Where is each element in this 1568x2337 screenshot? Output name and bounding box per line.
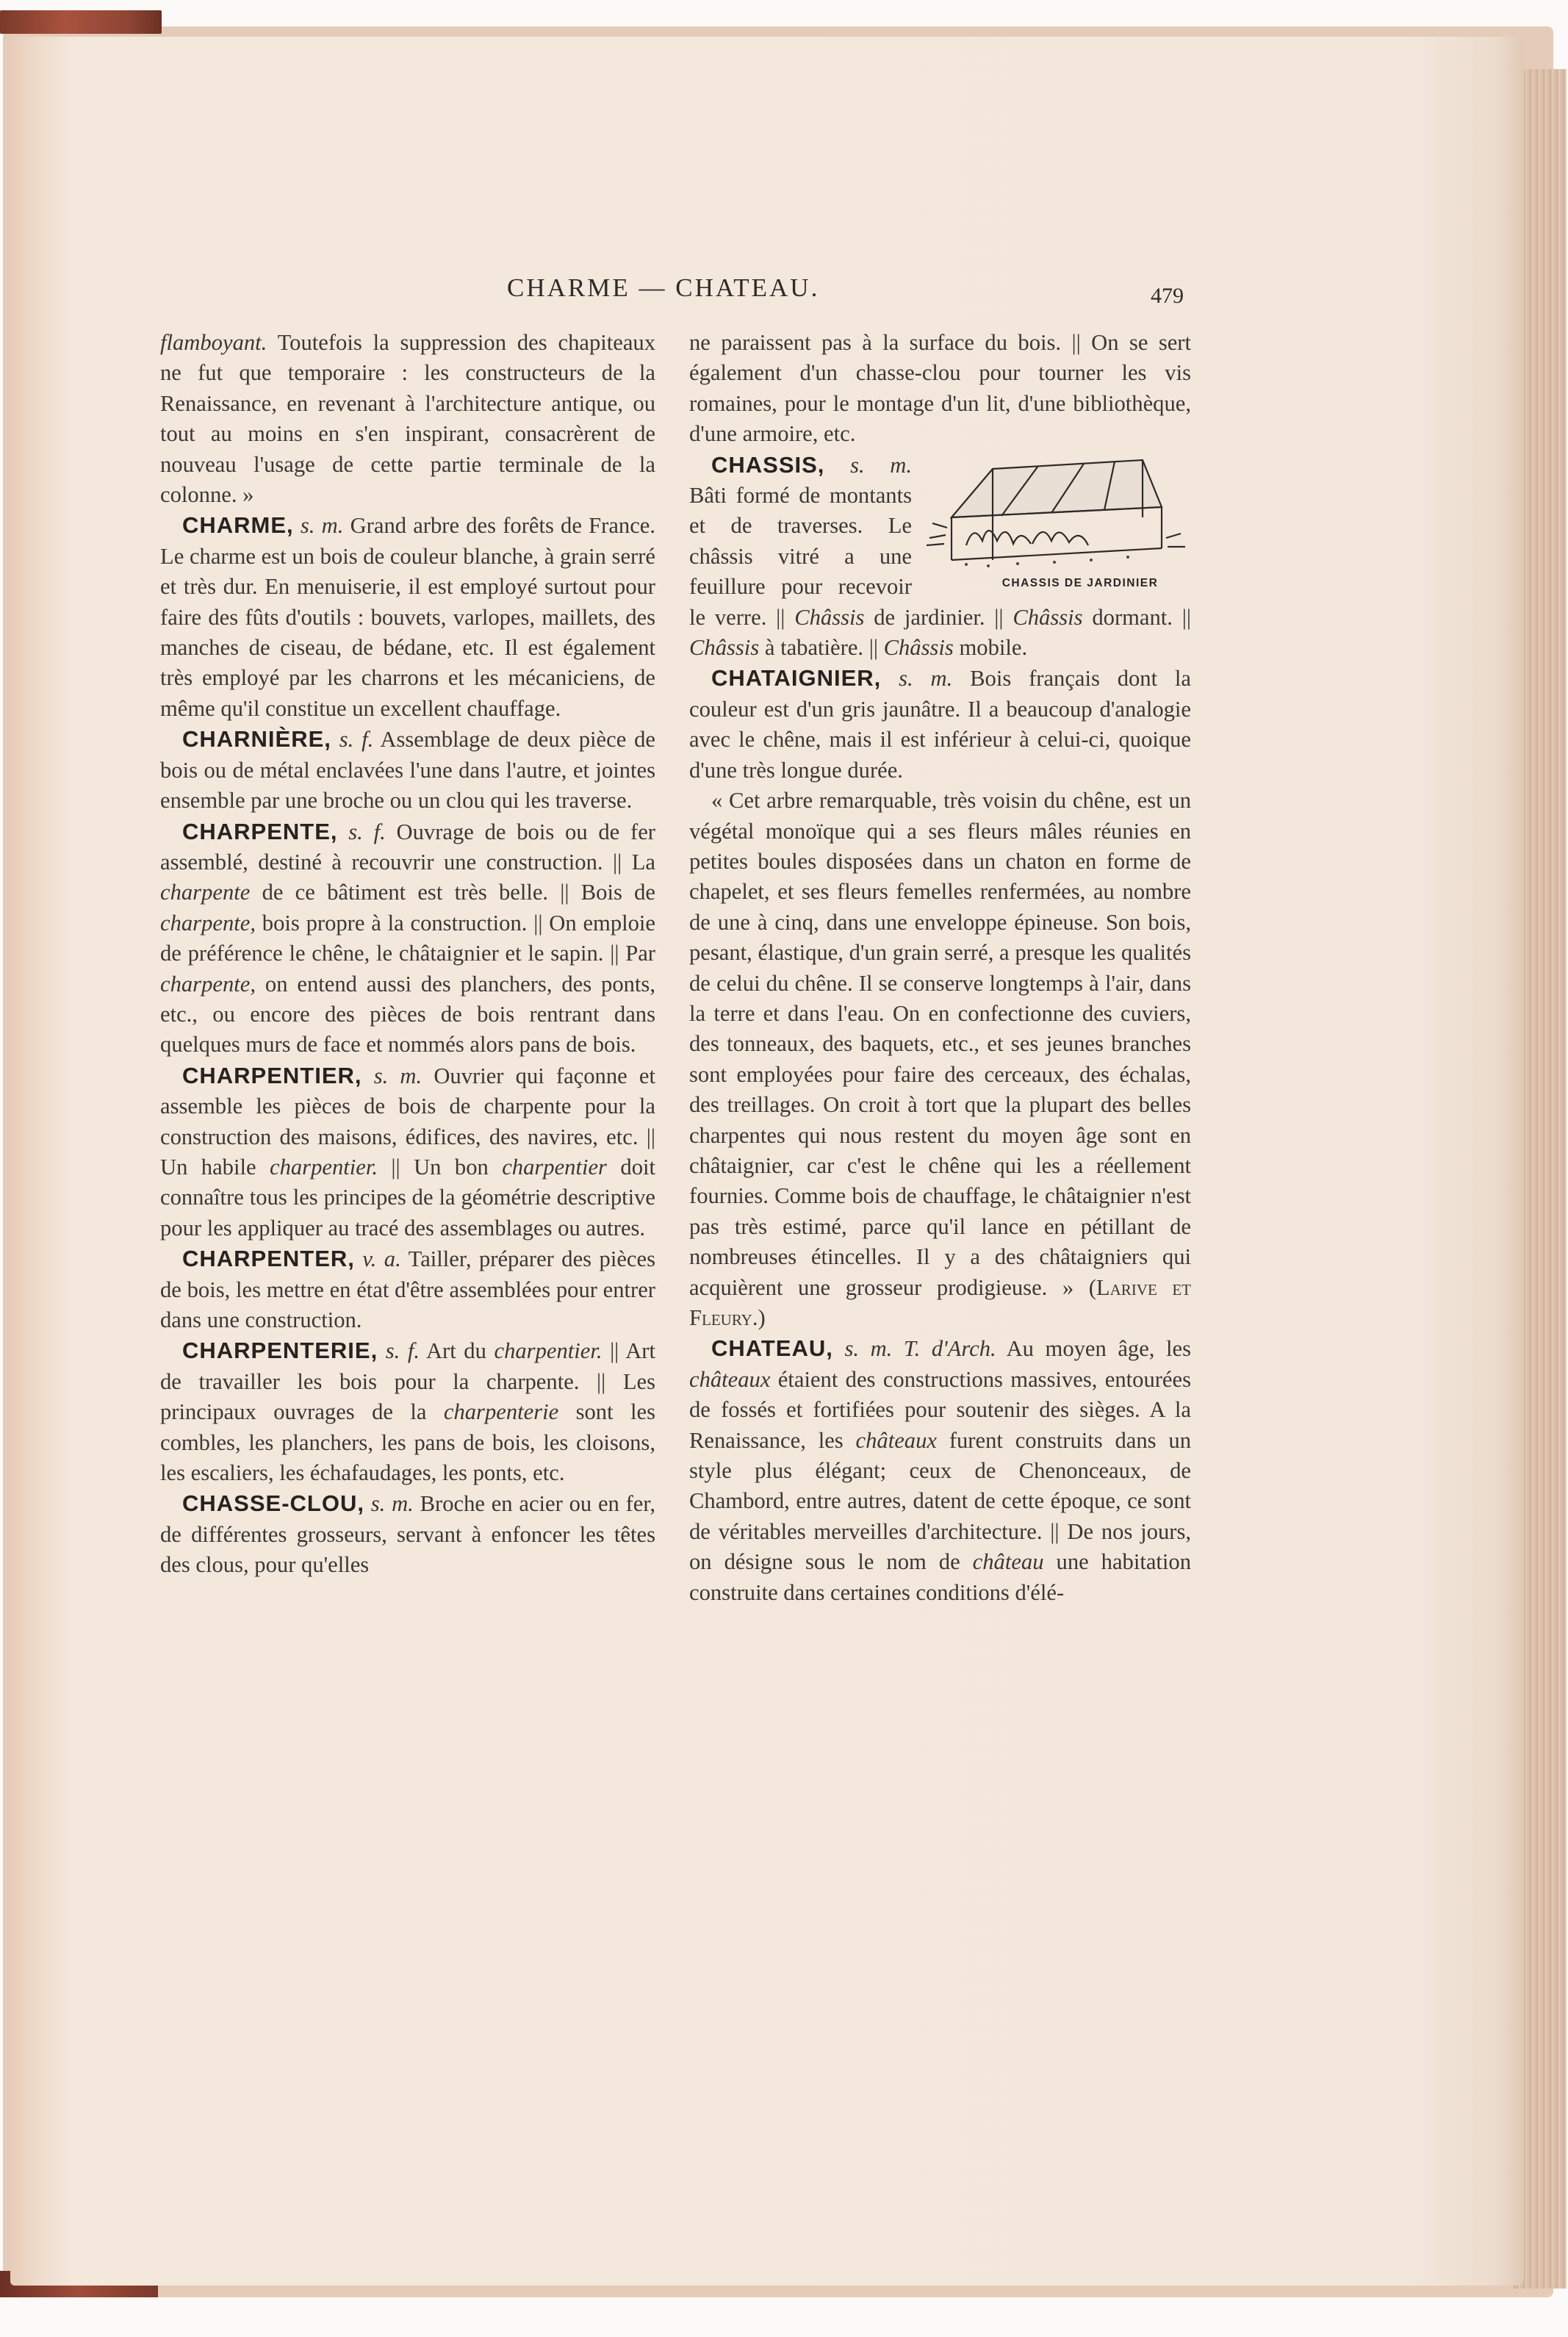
definition-part: Ouvrier qui façonne et assemble les pièces de bois de charpente pour la construction des maisons, édifices, des navires, etc. || Un habile xyxy=(160,1063,655,1180)
definition-part: doit connaître tous les principes de la géométrie descriptive pour les appliquer au tracé des assemblages ou autres. xyxy=(160,1154,655,1241)
definition: Bois français dont la couleur est d'un gris jaunâtre. Il a beaucoup d'analogie avec le chêne, mais il est inférieur à celui-ci, quoique d'une très longue durée. xyxy=(689,666,1192,783)
italic-term: flamboyant. xyxy=(160,330,267,355)
grammar-abbr: s. m. xyxy=(899,666,953,692)
book-spine-top xyxy=(0,10,162,34)
italic-term: châteaux xyxy=(689,1366,771,1392)
headword: CHARPENTIER, xyxy=(182,1062,362,1088)
italic-term: Châssis xyxy=(689,635,760,661)
chassis-figure xyxy=(922,450,1191,597)
entry-charpenter xyxy=(160,1243,655,1335)
definition-part: Bâti formé de montants et de traverses. Le châssis vitré a une feuillure pour recevoir le verre. || xyxy=(689,483,912,630)
italic-term: Châssis xyxy=(883,635,954,661)
continuation-text: ne paraissent pas à la surface du bois. || On se sert également d'un chasse-clou pour tourner les vis romaines, pour le montage d'un lit, d'une bibliothèque, d'une armoire, etc. xyxy=(689,330,1191,447)
definition-part: mobile. xyxy=(959,635,1028,661)
italic-term: charpentier xyxy=(502,1154,607,1180)
grammar-abbr: s. m. xyxy=(850,452,912,478)
grammar-abbr: s. f. xyxy=(348,819,386,844)
definition: Grand arbre des forêts de France. Le charme est un bois de couleur blanche, à grain serré et très dur. En menuiserie, il est employé surtout pour faire des fûts d'outils : bouvets, varlopes, maillets, des manches de ciseau, de bédane, etc. Il est également très employé par les charrons et les mécaniciens, de même qu'il constitue un excellent chauffage. xyxy=(160,513,656,721)
entry-charpenterie xyxy=(160,1335,655,1488)
headword: CHASSIS, xyxy=(711,451,825,478)
definition: Assemblage de deux pièce de bois ou de métal enclavées l'une dans l'autre, et jointes ensemble par une broche ou un clou qui les traverse. xyxy=(160,727,655,814)
quotation xyxy=(689,786,1191,1333)
headword: CHASSE-CLOU, xyxy=(182,1490,364,1517)
headword: CHATAIGNIER, xyxy=(711,665,882,692)
definition-part: bois propre à la construction. || On emploie de préférence le chêne, le châtaignier et le sapin. || Par xyxy=(160,910,655,966)
definition: Tailler, préparer des pièces de bois, les mettre en état d'être assemblées pour entrer dans une construction. xyxy=(160,1246,655,1332)
italic-term: charpente, xyxy=(160,910,256,936)
definition-part: Ouvrage de bois ou de fer assemblé, destiné à recouvrir une construction. || La xyxy=(160,819,655,875)
italic-term: Châssis xyxy=(1013,604,1083,630)
italic-term: châteaux xyxy=(855,1427,937,1453)
grammar-abbr: s. f. xyxy=(339,727,374,753)
entry-chateau xyxy=(689,1333,1191,1608)
definition-part: à tabatière. || xyxy=(764,635,878,661)
entry-chassis xyxy=(689,450,1191,664)
entry-charpentier xyxy=(160,1060,655,1243)
entry-charpente xyxy=(160,816,655,1060)
garden-frame-illustration xyxy=(922,450,1191,575)
italic-term: charpenterie xyxy=(443,1399,559,1425)
quotation-source: Larive et Fleury xyxy=(689,1274,1191,1330)
page-number: 479 xyxy=(1151,284,1184,308)
headword: CHATEAU, xyxy=(711,1335,833,1362)
italic-term: château xyxy=(972,1549,1044,1575)
grammar-abbr: v. a. xyxy=(362,1246,401,1272)
headword: CHARNIÈRE, xyxy=(182,726,331,753)
figure-caption: CHASSIS DE JARDINIER xyxy=(1001,576,1159,589)
italic-term: charpentier. xyxy=(270,1154,378,1180)
grammar-abbr: s. m. xyxy=(300,513,344,539)
definition-part: furent construits dans un style plus élégant; ceux de Chenonceaux, de Chambord, entre autres, datent de cette époque, ce sont de véritables merveilles d'architecture. || De nos jours, on désigne sous le nom de xyxy=(689,1427,1192,1575)
definition-part: || Art de travailler les bois pour la charpente. || Les principaux ouvrages de la xyxy=(160,1338,655,1425)
definition-part: de jardinier. || xyxy=(874,604,1004,630)
continuation-text: flamboyant. Toutefois la suppression des chapiteaux ne fut que temporaire : les constructeurs de la Renaissance, en revenant à l'architecture antique, ou tout au moins en s'en inspirant, consacrèrent de nouveau l'usage de cette partie terminale de la colonne. » xyxy=(160,330,655,508)
entry-charme xyxy=(160,510,655,724)
italic-term: Châssis xyxy=(794,604,865,630)
definition-part: Art du xyxy=(425,1338,486,1364)
definition-part: une habitation construite dans certaines conditions d'élé- xyxy=(689,1549,1192,1605)
entry-chataignier xyxy=(689,663,1191,786)
italic-term: charpentier. xyxy=(494,1338,603,1364)
definition-part: dormant. || xyxy=(1092,604,1191,630)
definition-part: de ce bâtiment est très belle. || Bois de xyxy=(262,880,655,905)
right-column xyxy=(689,328,1191,1608)
definition-part: Au moyen âge, les xyxy=(1006,1336,1192,1362)
running-header: CHARME — CHATEAU. xyxy=(507,273,820,302)
definition: Broche en acier ou en fer, de différentes grosseurs, servant à enfoncer les têtes des clous, pour qu'elles xyxy=(160,1491,655,1578)
grammar-abbr: s. m. T. d'Arch. xyxy=(844,1336,996,1362)
entry-charniere xyxy=(160,724,655,816)
italic-term: charpente, xyxy=(160,971,256,997)
left-column xyxy=(160,328,655,1581)
headword: CHARME, xyxy=(182,512,294,539)
entry-chasse-clou xyxy=(160,1488,655,1580)
grammar-abbr: s. m. xyxy=(373,1063,422,1088)
headword: CHARPENTER, xyxy=(182,1246,355,1272)
definition-part: sont les combles, les planchers, les pans de bois, les cloisons, les escaliers, les échafaudages, les ponts, etc. xyxy=(160,1399,655,1486)
headword: CHARPENTERIE, xyxy=(182,1338,378,1364)
definition-part: || Un bon xyxy=(391,1154,489,1180)
italic-term: charpente xyxy=(160,880,251,905)
grammar-abbr: s. f. xyxy=(385,1338,420,1364)
headword: CHARPENTE, xyxy=(182,818,338,844)
quotation-end: .) xyxy=(752,1305,766,1330)
definition-part: étaient des constructions massives, entourées de fossés et fortifiées pour soutenir des sièges. A la Renaissance, les xyxy=(689,1366,1191,1453)
grammar-abbr: s. m. xyxy=(370,1491,414,1517)
definition-part: on entend aussi des planchers, des ponts, etc., ou encore des pièces de bois rentrant dans quelques murs de face et nommés alors pans de bois. xyxy=(160,971,655,1058)
quotation-text: « Cet arbre remarquable, très voisin du chêne, est un végétal monoïque qui a ses fleurs mâles réunies en petites boules disposées dans un chaton en forme de chapelet, et ses fleurs femelles renfermées, au nombre de une à cinq, dans une enveloppe épineuse. Son bois, pesant, élastique, d'un grain serré, a presque les qualités de celui du chêne. Il se conserve longtemps à l'air, dans la terre et dans l'eau. On en confectionne des cuviers, des tonneaux, des baquets, etc., et ses jeunes branches sont employées pour faire des cerceaux, des échalas, des treillages. On croit à tort que la plupart des belles charpentes qui nous restent du moyen âge sont en châtaignier, car c'est le chêne qui les a réellement fournies. Comme bois de chauffage, le châtaignier n'est pas très estimé, parce qu'il lance en pétillant de nombreuses étincelles. Il y a des châtaigniers qui acquièrent une grosseur prodigieuse. » ( xyxy=(689,788,1191,1300)
